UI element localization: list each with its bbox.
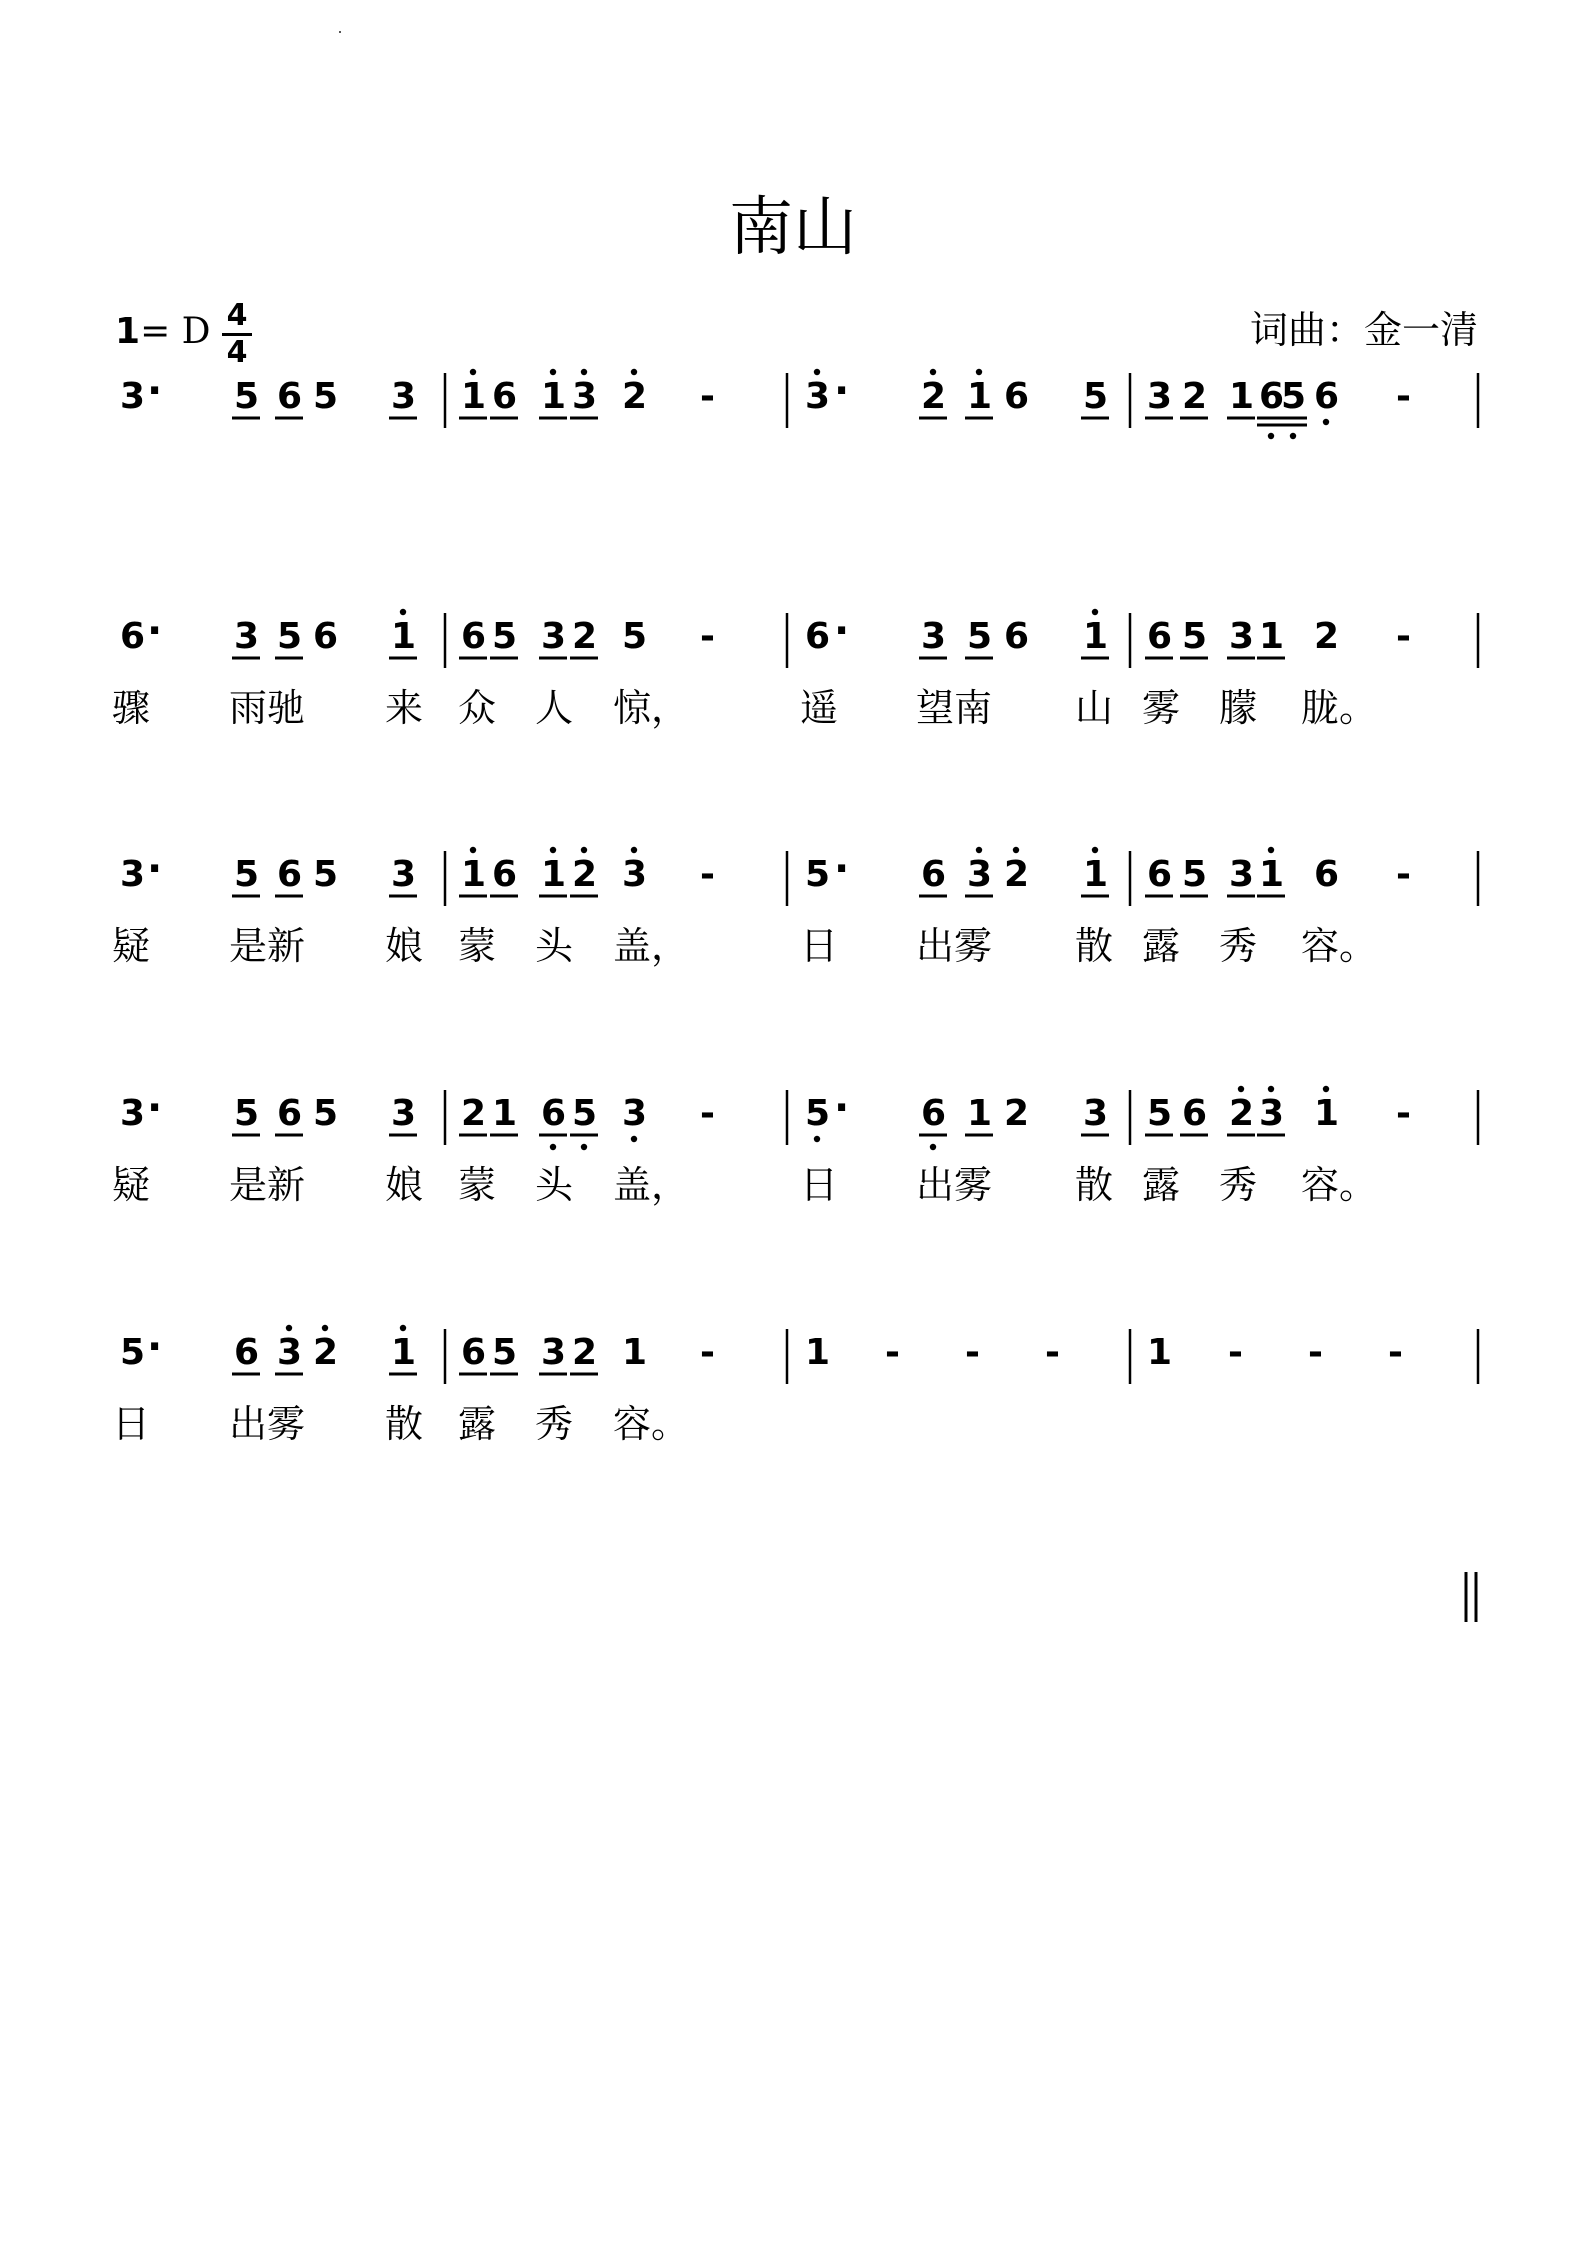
lyric-syllable: 骤 [112, 686, 151, 730]
lyric-syllable: 秀 [1219, 924, 1258, 968]
lyric-syllable: 露 [1142, 924, 1181, 968]
octave-low-dot [1290, 433, 1296, 439]
octave-high-dot [976, 369, 982, 375]
lyric-syllable: 日 [112, 1402, 151, 1446]
dash-note: - [700, 616, 715, 657]
note-digit: 6 [277, 1093, 303, 1134]
lyric-syllable: 人 [535, 686, 574, 730]
dash-note: - [1396, 854, 1411, 895]
note-digit: 2 [622, 376, 648, 417]
lyric-syllable: 日 [800, 1163, 839, 1207]
note-digit: 3 [622, 854, 648, 895]
note-digit: 5 [572, 1093, 598, 1134]
lyric-syllable: 众 [458, 686, 497, 730]
note-digit: 6 [461, 1332, 487, 1373]
lyric-syllable: 雨驰 [229, 686, 306, 730]
note-digit: 1 [391, 616, 417, 657]
augmentation-dot: · [147, 846, 163, 892]
lyric-syllable: 来 [385, 686, 424, 730]
dash-note: - [700, 1332, 715, 1373]
augmentation-dot: · [834, 608, 850, 654]
note-digit: 6 [277, 854, 303, 895]
octave-low-dot [814, 1136, 820, 1142]
dash-note: - [1388, 1332, 1403, 1373]
note-digit: 5 [805, 854, 831, 895]
time-numerator: 4 [226, 298, 248, 333]
lyric-syllable: 秀 [535, 1402, 574, 1446]
note-digit: 5 [234, 854, 260, 895]
note-digit: 2 [1314, 616, 1340, 657]
octave-high-dot [814, 369, 820, 375]
lyric-syllable: 盖， [613, 1163, 690, 1207]
note-digit: 5 [1083, 376, 1109, 417]
note-digit: 5 [234, 376, 260, 417]
note-digit: 1 [967, 1093, 993, 1134]
note-digit: 2 [1182, 376, 1208, 417]
note-digit: 6 [805, 616, 831, 657]
composer-credit: 词曲：金一清 [1249, 308, 1478, 352]
octave-high-dot [581, 369, 587, 375]
augmentation-dot: · [147, 1324, 163, 1370]
note-digit: 2 [313, 1332, 339, 1373]
note-digit: 1 [461, 854, 487, 895]
dash-note: - [1308, 1332, 1323, 1373]
note-digit: 6 [461, 616, 487, 657]
time-denominator: 4 [226, 335, 248, 370]
note-digit: 6 [277, 376, 303, 417]
note-digit: 3 [1259, 1093, 1285, 1134]
note-digit: 1 [1147, 1332, 1173, 1373]
page-title: 南山 [729, 191, 857, 265]
octave-high-dot [550, 847, 556, 853]
octave-high-dot [631, 847, 637, 853]
octave-high-dot [286, 1325, 292, 1331]
octave-high-dot [550, 369, 556, 375]
dash-note: - [700, 1093, 715, 1134]
lyric-syllable: 遥 [800, 686, 839, 730]
note-digit: 3 [541, 616, 567, 657]
note-digit: 1 [805, 1332, 831, 1373]
lyric-syllable: 是新 [229, 924, 306, 968]
note-digit: 5 [1147, 1093, 1173, 1134]
note-digit: 2 [1004, 854, 1030, 895]
note-digit: 1 [1229, 376, 1255, 417]
lyric-syllable: 雾 [1142, 686, 1181, 730]
note-digit: 3 [391, 376, 417, 417]
lyric-syllable: 头 [535, 1163, 574, 1207]
lyric-syllable: 娘 [385, 1163, 424, 1207]
note-digit: 5 [492, 616, 518, 657]
note-digit: 5 [277, 616, 303, 657]
note-digit: 5 [805, 1093, 831, 1134]
dash-note: - [1396, 616, 1411, 657]
note-digit: 2 [1229, 1093, 1255, 1134]
lyric-syllable: 露 [1142, 1163, 1181, 1207]
lyric-syllable: 露 [458, 1402, 497, 1446]
lyric-syllable: 散 [1075, 924, 1114, 968]
note-digit: 5 [120, 1332, 146, 1373]
note-digit: 3 [1147, 376, 1173, 417]
note-digit: 1 [461, 376, 487, 417]
octave-high-dot [1323, 1086, 1329, 1092]
octave-high-dot [1092, 847, 1098, 853]
note-digit: 3 [1229, 616, 1255, 657]
note-digit: 2 [461, 1093, 487, 1134]
lyric-syllable: 胧。 [1301, 686, 1378, 730]
note-digit: 3 [120, 1093, 146, 1134]
note-digit: 3 [120, 376, 146, 417]
octave-high-dot [1238, 1086, 1244, 1092]
note-digit: 5 [234, 1093, 260, 1134]
note-digit: 1 [1083, 616, 1109, 657]
note-digit: 5 [492, 1332, 518, 1373]
octave-high-dot [470, 369, 476, 375]
lyric-syllable: 疑 [112, 1163, 151, 1207]
octave-high-dot [1092, 609, 1098, 615]
octave-low-dot [550, 1144, 556, 1150]
lyric-syllable: 容。 [613, 1402, 690, 1446]
note-digit: 6 [492, 376, 518, 417]
note-digit: 5 [622, 616, 648, 657]
note-digit: 3 [967, 854, 993, 895]
note-digit: 3 [120, 854, 146, 895]
octave-low-dot [1323, 419, 1329, 425]
note-digit: 6 [1314, 376, 1340, 417]
note-digit: 5 [1182, 854, 1208, 895]
note-digit: 3 [391, 854, 417, 895]
note-digit: 3 [541, 1332, 567, 1373]
note-digit: 3 [572, 376, 598, 417]
note-digit: 5 [967, 616, 993, 657]
lyric-syllable: 蒙 [458, 924, 497, 968]
octave-high-dot [1268, 847, 1274, 853]
note-digit: 1 [541, 854, 567, 895]
note-digit: 1 [1259, 616, 1285, 657]
note-digit: 6 [313, 616, 339, 657]
lyric-syllable: 秀 [1219, 1163, 1258, 1207]
note-digit: 1 [492, 1093, 518, 1134]
octave-low-dot [581, 1144, 587, 1150]
note-digit: 6 [1147, 616, 1173, 657]
lyric-syllable: 出雾 [916, 924, 993, 968]
augmentation-dot: · [147, 368, 163, 414]
note-digit: 3 [277, 1332, 303, 1373]
note-digit: 1 [622, 1332, 648, 1373]
lyric-syllable: 是新 [229, 1163, 306, 1207]
lyric-syllable: 娘 [385, 924, 424, 968]
lyric-syllable: 盖， [613, 924, 690, 968]
lyric-syllable: 日 [800, 924, 839, 968]
note-digit: 6 [1259, 376, 1285, 417]
dash-note: - [700, 854, 715, 895]
octave-high-dot [400, 609, 406, 615]
note-digit: 2 [572, 854, 598, 895]
note-digit: 6 [234, 1332, 260, 1373]
octave-high-dot [631, 369, 637, 375]
note-digit: 3 [1083, 1093, 1109, 1134]
octave-low-dot [930, 1144, 936, 1150]
note-digit: 1 [541, 376, 567, 417]
lyric-syllable: 蒙 [458, 1163, 497, 1207]
note-digit: 6 [1004, 616, 1030, 657]
note-digit: 3 [1229, 854, 1255, 895]
octave-high-dot [470, 847, 476, 853]
note-digit: 6 [492, 854, 518, 895]
note-digit: 6 [1182, 1093, 1208, 1134]
note-digit: 5 [1182, 616, 1208, 657]
key-rest: = D [140, 311, 211, 352]
note-digit: 6 [921, 1093, 947, 1134]
note-digit: 2 [572, 616, 598, 657]
note-digit: 2 [572, 1332, 598, 1373]
note-digit: 5 [313, 854, 339, 895]
augmentation-dot: · [147, 608, 163, 654]
note-digit: 1 [1083, 854, 1109, 895]
dash-note: - [885, 1332, 900, 1373]
note-digit: 3 [622, 1093, 648, 1134]
note-digit: 1 [967, 376, 993, 417]
octave-high-dot [400, 1325, 406, 1331]
lyric-syllable: 惊， [613, 686, 690, 730]
lyric-syllable: 头 [535, 924, 574, 968]
augmentation-dot: · [147, 1085, 163, 1131]
note-digit: 6 [1314, 854, 1340, 895]
note-digit: 5 [313, 1093, 339, 1134]
lyric-syllable: 容。 [1301, 1163, 1378, 1207]
lyric-syllable: 出雾 [916, 1163, 993, 1207]
note-digit: 6 [120, 616, 146, 657]
note-digit: 3 [921, 616, 947, 657]
octave-low-dot [631, 1136, 637, 1142]
key-tonic: 1 [115, 311, 141, 352]
note-digit: 6 [921, 854, 947, 895]
note-digit: 5 [313, 376, 339, 417]
note-digit: 5 [1281, 376, 1307, 417]
augmentation-dot: · [834, 368, 850, 414]
octave-high-dot [976, 847, 982, 853]
lyric-syllable: 望南 [916, 686, 993, 730]
note-digit: 6 [541, 1093, 567, 1134]
note-digit: 3 [805, 376, 831, 417]
lyric-syllable: 朦 [1219, 686, 1258, 730]
lyric-syllable: 疑 [112, 924, 151, 968]
octave-high-dot [930, 369, 936, 375]
augmentation-dot: · [834, 1085, 850, 1131]
lyric-syllable: 山 [1075, 686, 1114, 730]
octave-low-dot [1268, 433, 1274, 439]
lyric-syllable: 容。 [1301, 924, 1378, 968]
octave-high-dot [581, 847, 587, 853]
note-digit: 3 [234, 616, 260, 657]
note-digit: 1 [1314, 1093, 1340, 1134]
octave-high-dot [1268, 1086, 1274, 1092]
note-digit: 3 [391, 1093, 417, 1134]
dash-note: - [965, 1332, 980, 1373]
dash-note: - [1045, 1332, 1060, 1373]
dash-note: - [700, 376, 715, 417]
note-digit: 1 [1259, 854, 1285, 895]
lyric-syllable: 散 [385, 1402, 424, 1446]
augmentation-dot: · [834, 846, 850, 892]
octave-high-dot [1013, 847, 1019, 853]
note-digit: 6 [1004, 376, 1030, 417]
note-digit: 6 [1147, 854, 1173, 895]
dash-note: - [1228, 1332, 1243, 1373]
dash-note: - [1396, 1093, 1411, 1134]
lyric-syllable: 散 [1075, 1163, 1114, 1207]
note-digit: 2 [921, 376, 947, 417]
octave-high-dot [322, 1325, 328, 1331]
lyric-syllable: 出雾 [229, 1402, 306, 1446]
note-digit: 2 [1004, 1093, 1030, 1134]
dash-note: - [1396, 376, 1411, 417]
note-digit: 1 [391, 1332, 417, 1373]
